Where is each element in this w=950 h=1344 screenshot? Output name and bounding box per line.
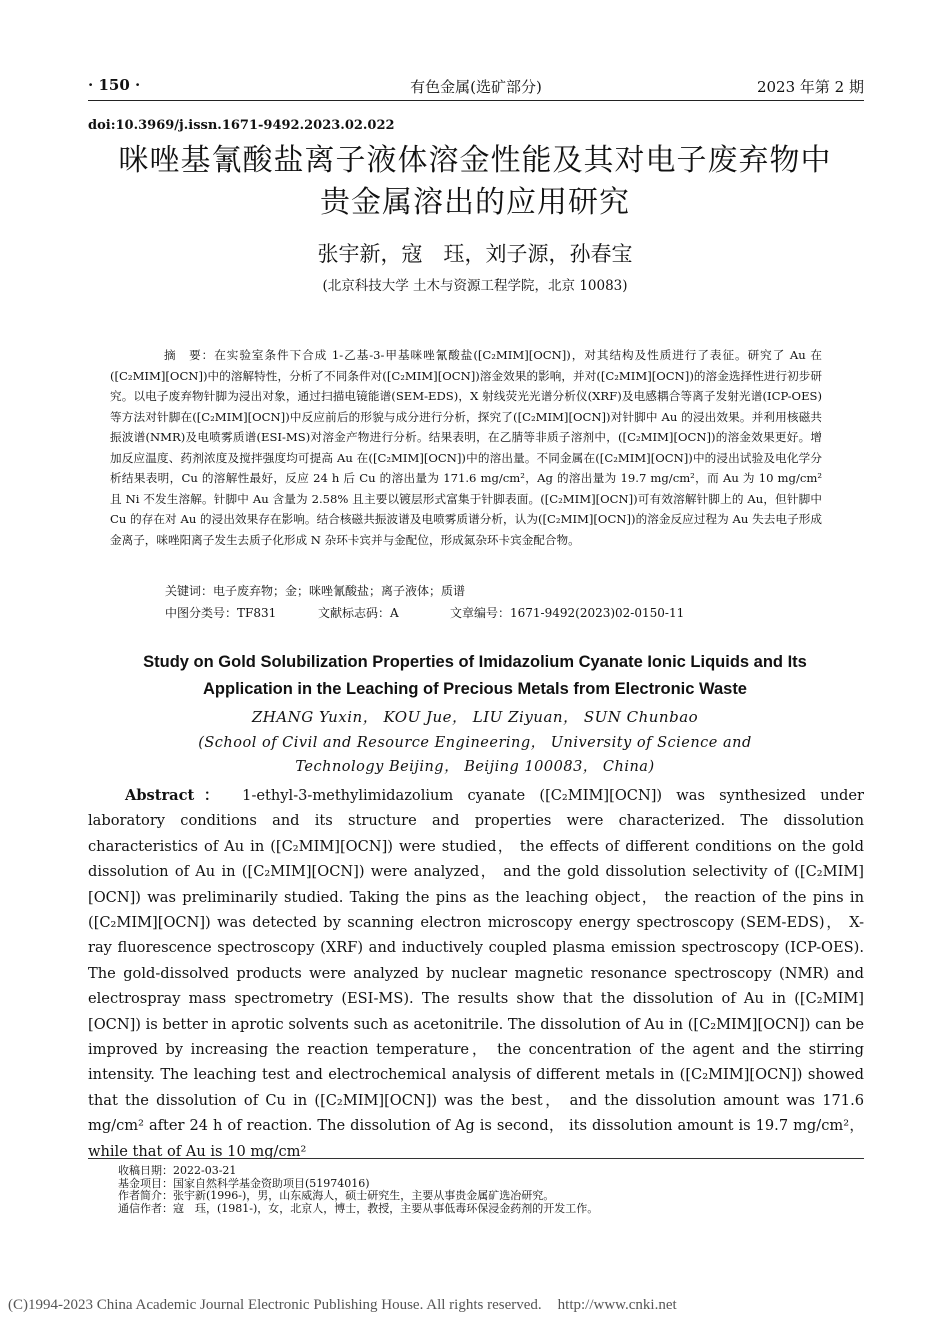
journal-name: 有色金属(选矿部分) — [410, 78, 542, 96]
footnote-rule — [88, 1158, 864, 1159]
cn-keywords: 关键词：电子废弃物；金；咪唑氰酸盐；离子液体；质谱 — [165, 584, 466, 598]
en-affiliation: (School of Civil and Resource Engineering， University of Science and Technology Beijing， Beijing 100083， China) — [198, 735, 752, 775]
cn-abstract — [110, 345, 822, 550]
page-number: · 150 · — [88, 76, 141, 94]
copyright-footer — [8, 1297, 677, 1314]
running-header — [88, 76, 864, 98]
footnotes — [118, 1165, 598, 1215]
cn-abstract-text: 在实验室条件下合成 1-乙基-3-甲基咪唑氰酸盐([C₂MIM][OCN])，对其结构及性质进行了表征。研究了 Au 在([C₂MIM][OCN])中的溶解特性，分析了不同条件对([C₂MIM][OCN])溶金效果的影响，并对([C₂MIM][OCN])的溶金选择性进行初步研究。以电子废弃物针脚为浸出对象，通过扫描电镜能谱(SEM-EDS)，X 射线荧光光谱分析仪(XRF)及电感耦合等离子发射光谱(ICP-OES)等方法对针脚在([C₂MIM][OCN])中反应前后的形貌与成分进行分析，探究了([C₂MIM][OCN])对针脚中 Au 的浸出效果。并利用核磁共振波谱(NMR)及电喷雾质谱(ESI-MS)对溶金产物进行分析。结果表明，在乙腈等非质子溶剂中，([C₂MIM][OCN])的溶金效果更好。增加反应温度、药剂浓度及搅拌强度均可提高 Au 在([C₂MIM][OCN])中的溶出量。不同金属在([C₂MIM][OCN])中的浸出试验及电化学分析结果表明，Cu 的溶解性最好，反应 24 h 后 Cu 的溶出量为 171.6 mg/cm²，Ag 的溶出量为 19.7 mg/cm²，而 Au 为 10 mg/cm² 且 Ni 不发生溶解。针脚中 Au 含量为 2.58% 且主要以镀层形式富集于针脚表面。([C₂MIM][OCN])可有效溶解针脚上的 Au，但针脚中 Cu 的存在对 Au 的浸出效果存在影响。结合核磁共振波谱及电喷雾质谱分析，认为([C₂MIM][OCN])的溶金反应过程为 Au 失去电子形成金离子，咪唑阳离子发生去质子化形成 N 杂环卡宾并与金配位，形成氮杂环卡宾金配合物。 — [110, 348, 822, 547]
footnote-author-bio: 作者简介：张宇新(1996-)，男，山东威海人，硕士研究生，主要从事贵金属矿选冶研究。 — [118, 1189, 555, 1203]
cn-article-no: 文章编号：1671-9492(2023)02-0150-11 — [450, 606, 685, 620]
cn-abstract-label: 摘 要： — [164, 348, 215, 362]
en-authors: ZHANG Yuxin， KOU Jue， LIU Ziyuan， SUN Chunbao — [251, 708, 699, 726]
cn-doc-code: 文献标志码：A — [318, 606, 399, 620]
doi[interactable]: doi:10.3969/j.issn.1671-9492.2023.02.022 — [88, 118, 395, 133]
en-abstract-label: Abstract： — [125, 787, 228, 804]
en-title-line-2: Application in the Leaching of Precious Metals from Electronic Waste — [203, 680, 747, 698]
cn-authors: 张宇新，寇 珏，刘子源，孙春宝 — [317, 242, 633, 266]
header-rule — [88, 100, 864, 101]
footnote-received: 收稿日期：2022-03-21 — [118, 1164, 237, 1177]
issue-label: 2023 年第 2 期 — [756, 78, 864, 96]
cnki-link[interactable]: http://www.cnki.net — [557, 1297, 677, 1313]
cn-title-line-1: 咪唑基氰酸盐离子液体溶金性能及其对电子废弃物中 — [118, 143, 832, 178]
en-abstract-text: 1-ethyl-3-methylimidazolium cyanate ([C₂MIM][OCN]) was synthesized under laboratory conditions and its structure and properties were characterized. The dissolution characteristics of Au in ([C₂MIM][OCN]) were studied， the effects of different conditions on the gold dissolution of Au in ([C₂MIM][OCN]) were analyzed， and the gold dissolution selectivity of ([C₂MIM][OCN]) was preliminarily studied. Taking the pins as the leaching object， the reaction of the pins in ([C₂MIM][OCN]) was detected by scanning electron microscopy energy spectroscopy (SEM-EDS)， X-ray fluorescence spectroscopy (XRF) and inductively coupled plasma emission spectroscopy (ICP-OES). The gold-dissolved products were analyzed by nuclear magnetic resonance spectroscopy (NMR) and electrospray mass spectrometry (ESI-MS). The results show that the dissolution of Au in ([C₂MIM][OCN]) is better in aprotic solvents such as acetonitrile. The dissolution of Au in ([C₂MIM][OCN]) can be improved by increasing the reaction temperature， the concentration of the agent and the stirring intensity. The leaching test and electrochemical analysis of different metals in ([C₂MIM][OCN]) showed that the dissolution of Cu in ([C₂MIM][OCN]) was the best， and the dissolution amount was 171.6 mg/cm² after 24 h of reaction. The dissolution of Ag is second， its dissolution amount is 19.7 mg/cm²， while that of Au is 10 mg/cm² — [88, 787, 864, 1160]
cn-clc: 中图分类号：TF831 — [165, 606, 277, 620]
en-abstract — [88, 783, 864, 1164]
en-title-line-1: Study on Gold Solubilization Properties of Imidazolium Cyanate Ionic Liquids and Its — [143, 653, 807, 671]
cn-affiliation: (北京科技大学 土木与资源工程学院，北京 10083) — [322, 278, 628, 294]
footnote-funding: 基金项目：国家自然科学基金资助项目(51974016) — [118, 1176, 370, 1190]
footnote-corresponding: 通信作者：寇 珏，(1981-)，女，北京人，博士，教授，主要从事低毒环保浸金药剂的开发工作。 — [118, 1201, 599, 1215]
copyright-text: (C)1994-2023 China Academic Journal Electronic Publishing House. All rights reserved. — [8, 1297, 542, 1313]
cn-title-line-2: 贵金属溶出的应用研究 — [320, 185, 630, 220]
